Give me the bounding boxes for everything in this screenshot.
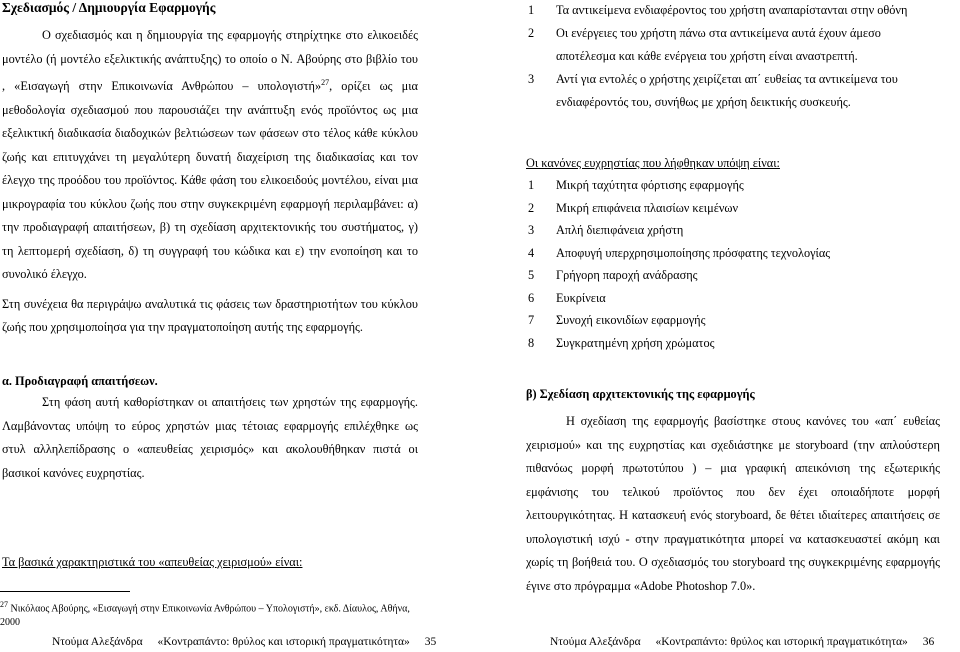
intro-section <box>2 24 418 340</box>
page-footer <box>52 636 448 648</box>
list-item: 4 Αποφυγή υπερχρησιμοποίησης πρόσφατης τεχνολογίας <box>528 245 831 260</box>
list-item: 2 Οι ενέργειες του χρήστη πάνω στα αντικείμενα αυτά έχουν άμεσο αποτέλεσμα και κάθε ενέργεια του χρήστη είναι αναστρεπτή. <box>528 26 881 63</box>
footer-title: «Κοντραπάντο: θρύλος και ιστορική πραγματικότητα» <box>157 636 410 648</box>
features-title: Τα βασικά χαρακτηριστικά του «απευθείας χειρισμού» είναι: <box>2 555 303 569</box>
list-item: 2 Μικρή επιφάνεια πλαισίων κειμένων <box>528 200 739 215</box>
section-a-title: α. Προδιαγραφή απαιτήσεων. <box>2 374 158 388</box>
right-page <box>480 0 960 652</box>
intro-paragraph-2: Στη συνέχεια θα περιγράψω αναλυτικά τις φάσεις των δραστηριοτήτων του κύκλου ζωής που χρησιμοποίησα για την πραγματοποίηση αυτής της εφαρμογής. <box>2 296 418 335</box>
page-number: 36 <box>922 636 935 648</box>
features-list <box>526 0 940 114</box>
page-number: 35 <box>424 636 437 648</box>
rules-title: Οι κανόνες ευχρηστίας που λήφθηκαν υπόψη είναι: <box>526 156 780 170</box>
section-b <box>526 384 940 598</box>
list-item: 3 Απλή διεπιφάνεια χρήστη <box>528 223 684 237</box>
footnote-separator <box>0 591 130 592</box>
intro-paragraph-1: Ο σχεδιασμός και η δημιουργία της εφαρμογής στηρίχτηκε στο ελικοειδές μοντέλο (ή μοντέλο εξελικτικής ανάπτυξης) το οποίο ο N. Αβούρης στο βιβλίο του , «Εισαγωγή στην Επικοινωνία Ανθρώπου – υπολογιστή»$^{27}$, ορίζει ως μια μεθοδολογία σχεδιασμού που παρουσιάζει την ανάπτυξη ενός προϊόντος ως μια εξελικτική διαδικασία διαδοχικών βελτιώσεων των φάσεων στο τέλος κάθε κύκλου ζωής και επιτυγχάνει τη μεγαλύτερη δυνατή διαχείριση της διαδικασίας και τον έλεγχο της προόδου του προϊόντος. Κάθε φάση του ελικοειδούς μοντέλου, είναι μια μικρογραφία του κύκλου ζωής που στην συγκεκριμένη εφαρμογή περιλαμβάνει: α) την προδιαγραφή απαιτήσεων, β) τη σχεδίαση αρχιτεκτονικής του συστήματος, γ) τη λεπτομερή σχεδίαση, δ) τη συγγραφή του κώδικα και ε) την ενοποίηση και το συνολικό έλεγχο. <box>2 28 418 282</box>
list-item: 7 Συνοχή εικονιδίων εφαρμογής <box>528 313 706 327</box>
list-item: 3 Αντί για εντολές ο χρήστης χειρίζεται απ΄ ευθείας τα αντικείμενα του ενδιαφέροντός του, συνήθως με χρήση δεικτικής συσκευής. <box>528 72 898 109</box>
footer-title: «Κοντραπάντο: θρύλος και ιστορική πραγματικότητα» <box>655 636 908 648</box>
list-item: 8 Συγκρατημένη χρήση χρώματος <box>528 335 715 350</box>
footnote: $^{27}$ Νικόλαος Αβούρης, «Εισαγωγή στην Επικοινωνία Ανθρώπου – Υπολογιστή», εκδ. Δίαυλος, Αθήνα, 2000 <box>0 600 410 629</box>
footnote-ref[interactable]: 27 <box>321 78 330 87</box>
section-b-text: Η σχεδίαση της εφαρμογής βασίστηκε στους κανόνες του «απ΄ ευθείας χειρισμού» και της ευχρηστίας και σχεδιάστηκε με storyboard (την απλούστερη πιθανόως μορφή πρωτοτύπου ) – μια γραφική απεικόνιση της εξωτερικής εμφάνισης του τελικού προϊόντος που δεν έχει οποιαδήποτε μορφή λειτουργικότητας. Η κατασκευή ενός storyboard, δε θέτει ιδιαίτερες απαιτήσεις σε υπολογιστική ισχύ - στην πραγματικότητα μπορεί να κατασκευαστεί ακόμη και χωρίς τη βοήθειά του. Ο σχεδιασμός του storyboard της συγκεκριμένης εφαρμογής έγινε στο πρόγραμμα «Adobe Photoshop 7.0». <box>526 414 940 593</box>
list-item: 6 Ευκρίνεια <box>528 290 606 305</box>
footer-author: Ντούμα Αλεξάνδρα <box>52 636 143 648</box>
list-item: 5 Γρήγορη παροχή ανάδρασης <box>528 268 698 282</box>
page-heading: Σχεδιασμός / Δημιουργία Εφαρμογής <box>2 0 216 15</box>
section-a-text: Στη φάση αυτή καθορίστηκαν οι απαιτήσεις των χρηστών της εφαρμογής. Λαμβάνοντας υπόψη το εύρος χρηστών μιας τέτοιας εφαρμογής επιλέχθηκε ως στυλ αλληλεπίδρασης ο «απευθείας χειρισμός» και ακολουθήθηκαν πιστά οι βασικοί κανόνες ευχρηστίας. <box>2 395 418 480</box>
list-item: 1 Τα αντικείμενα ενδιαφέροντος του χρήστη αναπαρίστανται στην οθόνη <box>528 3 908 17</box>
list-item: 1 Μικρή ταχύτητα φόρτισης εφαρμογής <box>528 178 744 192</box>
rules-section <box>526 152 940 354</box>
section-a <box>2 371 418 485</box>
features-intro <box>2 551 418 575</box>
footer-author: Ντούμα Αλεξάνδρα <box>550 636 641 648</box>
features-list-section <box>526 0 940 114</box>
rules-list <box>526 174 940 354</box>
section-b-title: β) Σχεδίαση αρχιτεκτονικής της εφαρμογής <box>526 387 755 401</box>
page-footer <box>550 636 946 648</box>
